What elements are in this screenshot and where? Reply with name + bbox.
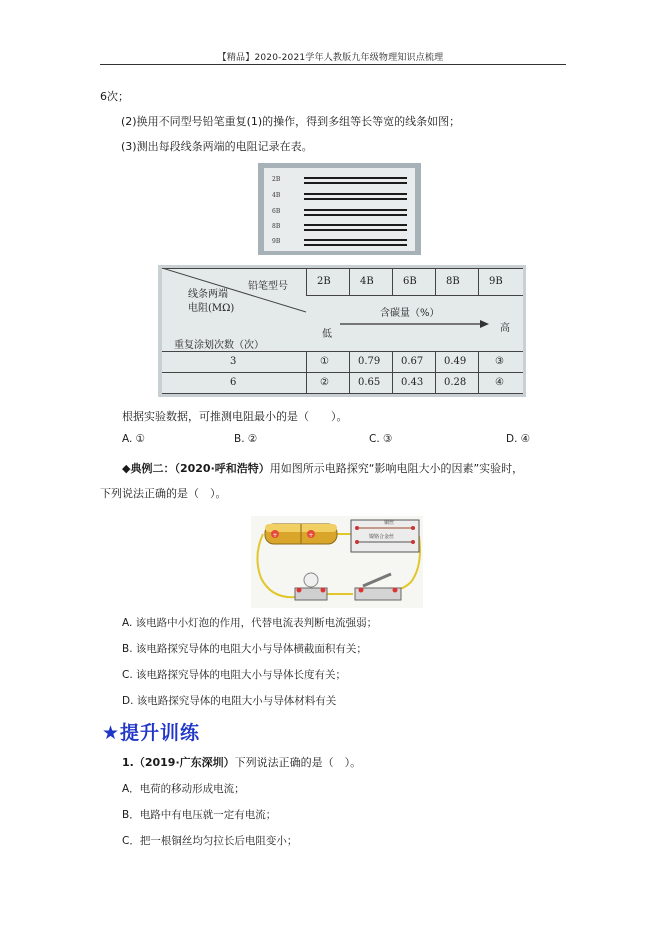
q2-lead: 1.（2019·广东深圳） bbox=[122, 756, 235, 769]
carbon-arrow bbox=[340, 318, 490, 330]
svg-text:+: + bbox=[308, 532, 314, 539]
type-9b: 9B bbox=[489, 276, 503, 287]
example2-option-c: C. 该电路探究导体的电阻大小与导体长度有关； bbox=[122, 669, 347, 681]
cell-6-6b: 0.43 bbox=[401, 377, 424, 388]
type-4b: 4B bbox=[360, 276, 374, 287]
type-6b: 6B bbox=[403, 276, 417, 287]
pencil-line bbox=[304, 193, 407, 195]
circuit-drawing bbox=[251, 516, 423, 608]
photo-label-2b: 2B bbox=[272, 176, 281, 183]
q1-option-b: B. ② bbox=[234, 433, 258, 445]
example2-option-d: D. 该电路探究导体的电阻大小与导体材料有关 bbox=[122, 695, 337, 707]
carbon-low-label: 低 bbox=[322, 329, 332, 340]
q1-option-a: A. ① bbox=[122, 433, 146, 445]
repeat-count-label: 重复涂划次数（次） bbox=[174, 340, 264, 351]
diag-header-top: 铅笔型号 bbox=[248, 281, 288, 292]
resistance-table bbox=[158, 265, 526, 397]
carbon-content-label: 含碳量（%） bbox=[380, 308, 440, 319]
q1-stem: 根据实验数据，可推测电阻最小的是（ ）。 bbox=[122, 410, 348, 423]
text-line-2: (2)换用不同型号铅笔重复(1)的操作，得到多组等长等宽的线条如图； bbox=[121, 115, 461, 128]
cell-6-2b: ② bbox=[320, 377, 329, 388]
circuit-label-nichrome: 镍铬合金丝 bbox=[369, 534, 395, 540]
cell-6-4b: 0.65 bbox=[358, 377, 381, 388]
type-2b: 2B bbox=[317, 276, 331, 287]
carbon-high-label: 高 bbox=[500, 323, 510, 334]
photo-label-8b: 8B bbox=[272, 223, 281, 230]
circuit-diagram bbox=[251, 516, 423, 608]
cell-3-4b: 0.79 bbox=[358, 356, 381, 367]
q2-option-a: A．电荷的移动形成电流； bbox=[122, 783, 245, 795]
q2-text: 下列说法正确的是（ ）。 bbox=[234, 756, 362, 769]
q1-option-d: D. ④ bbox=[506, 433, 531, 445]
pencil-line bbox=[304, 224, 407, 226]
pencil-lines-photo bbox=[258, 163, 421, 255]
cell-6-8b: 0.28 bbox=[444, 377, 467, 388]
cell-3-9b: ③ bbox=[495, 356, 504, 367]
photo-label-9b: 9B bbox=[272, 238, 281, 245]
header-rule bbox=[100, 64, 566, 65]
example2-text: 用如图所示电路探究“影响电阻大小的因素”实验时， bbox=[269, 462, 524, 475]
example2-option-a: A. 该电路中小灯泡的作用，代替电流表判断电流强弱； bbox=[122, 617, 378, 629]
cell-6-9b: ④ bbox=[495, 377, 504, 388]
pencil-line bbox=[304, 214, 407, 216]
text-line-3: (3)测出每段线条两端的电阻记录在表。 bbox=[121, 140, 313, 153]
page-header: 【精品】2020-2021学年人教版九年级物理知识点梳理 bbox=[217, 53, 444, 63]
pencil-line bbox=[304, 244, 407, 246]
pencil-line bbox=[304, 239, 407, 241]
row-count-3: 3 bbox=[230, 356, 237, 367]
cell-3-6b: 0.67 bbox=[401, 356, 424, 367]
text-line-1: 6次； bbox=[100, 90, 129, 103]
svg-text:+: + bbox=[272, 532, 278, 539]
diag-header-line1: 线条两端 bbox=[188, 289, 228, 300]
photo-label-4b: 4B bbox=[272, 192, 281, 199]
pencil-line bbox=[304, 209, 407, 211]
q2-option-c: C．把一根铜丝均匀拉长后电阻变小； bbox=[122, 835, 298, 847]
circuit-label-copper: 铜丝 bbox=[384, 520, 395, 526]
cell-3-2b: ① bbox=[320, 356, 329, 367]
q2-option-b: B．电路中有电压就一定有电流； bbox=[122, 809, 277, 821]
pencil-line bbox=[304, 198, 407, 200]
example2-option-b: B. 该电路探究导体的电阻大小与导体横截面积有关； bbox=[122, 643, 367, 655]
type-8b: 8B bbox=[446, 276, 460, 287]
pencil-line bbox=[304, 182, 407, 184]
example2-lead: ◆典例二：（2020·呼和浩特） bbox=[122, 462, 270, 475]
pencil-line bbox=[304, 229, 407, 231]
photo-label-6b: 6B bbox=[272, 208, 281, 215]
row-count-6: 6 bbox=[230, 377, 237, 388]
section-title: ★提升训练 bbox=[102, 722, 201, 744]
cell-3-8b: 0.49 bbox=[444, 356, 467, 367]
example2-line2: 下列说法正确的是（ ）。 bbox=[100, 487, 227, 500]
diag-header-line2: 电阻(MΩ) bbox=[188, 303, 235, 314]
pencil-line bbox=[304, 177, 407, 179]
q1-option-c: C. ③ bbox=[369, 433, 393, 445]
